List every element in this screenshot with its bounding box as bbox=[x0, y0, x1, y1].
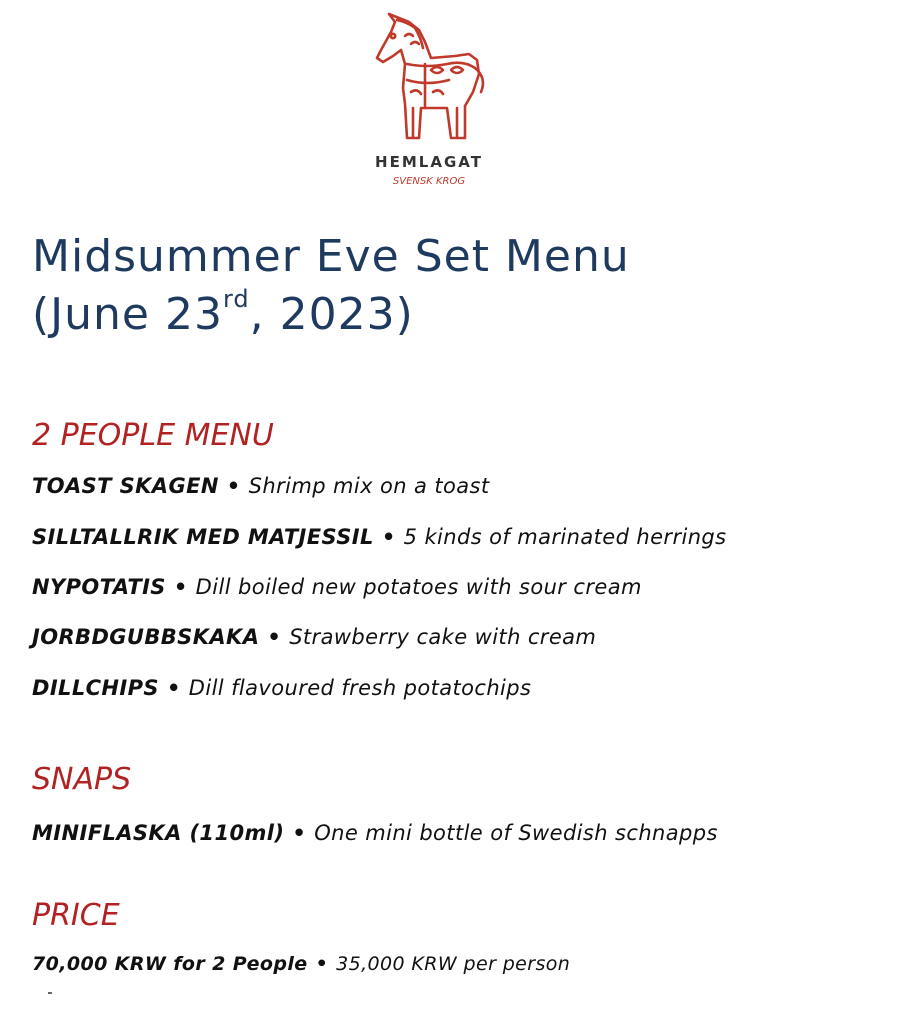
menu-title bbox=[32, 228, 630, 344]
price-per-person: 35,000 KRW per person bbox=[336, 953, 571, 975]
bullet-separator: • bbox=[292, 821, 307, 845]
bullet-separator: • bbox=[381, 525, 396, 549]
menu-item-description: Dill boiled new potatoes with sour cream bbox=[195, 575, 642, 599]
stray-mark bbox=[48, 992, 52, 994]
menu-item-name: TOAST SKAGEN bbox=[32, 474, 219, 498]
bullet-separator: • bbox=[315, 953, 329, 975]
menu-item-description: Strawberry cake with cream bbox=[289, 625, 597, 649]
menu-title-line1: Midsummer Eve Set Menu bbox=[32, 231, 630, 282]
price-total: 70,000 KRW for 2 People bbox=[32, 953, 308, 975]
dala-horse-icon bbox=[367, 8, 495, 144]
menu-item-name: MINIFLASKA (110ml) bbox=[32, 821, 285, 845]
section-heading-two-people: 2 PEOPLE MENU bbox=[32, 418, 274, 453]
bullet-separator: • bbox=[226, 474, 241, 498]
menu-item-description: Dill flavoured fresh potatochips bbox=[188, 676, 532, 700]
menu-item bbox=[32, 821, 718, 845]
menu-item-name: DILLCHIPS bbox=[32, 676, 159, 700]
menu-title-date-prefix: (June 23 bbox=[32, 289, 223, 340]
bullet-separator: • bbox=[166, 676, 181, 700]
bullet-separator: • bbox=[267, 625, 282, 649]
menu-item-name: JORBDGUBBSKAKA bbox=[32, 625, 260, 649]
menu-item bbox=[32, 625, 596, 649]
menu-title-date-suffix: , 2023) bbox=[249, 289, 414, 340]
section-heading-price: PRICE bbox=[32, 898, 120, 933]
bullet-separator: • bbox=[173, 575, 188, 599]
price-line bbox=[32, 953, 570, 975]
menu-item-name: SILLTALLRIK MED MATJESSIL bbox=[32, 525, 374, 549]
menu-item bbox=[32, 575, 642, 599]
menu-item-description: One mini bottle of Swedish schnapps bbox=[314, 821, 718, 845]
restaurant-name: HEMLAGAT bbox=[375, 153, 483, 171]
menu-title-date-ordinal: rd bbox=[222, 285, 250, 313]
menu-item bbox=[32, 474, 490, 498]
section-heading-snaps: SNAPS bbox=[32, 762, 132, 797]
menu-item-name: NYPOTATIS bbox=[32, 575, 166, 599]
menu-item-description: Shrimp mix on a toast bbox=[248, 474, 490, 498]
menu-item-description: 5 kinds of marinated herrings bbox=[403, 525, 727, 549]
restaurant-tagline: SVENSK KROG bbox=[392, 176, 466, 187]
menu-item bbox=[32, 525, 727, 549]
menu-item bbox=[32, 676, 531, 700]
restaurant-logo bbox=[359, 8, 499, 193]
